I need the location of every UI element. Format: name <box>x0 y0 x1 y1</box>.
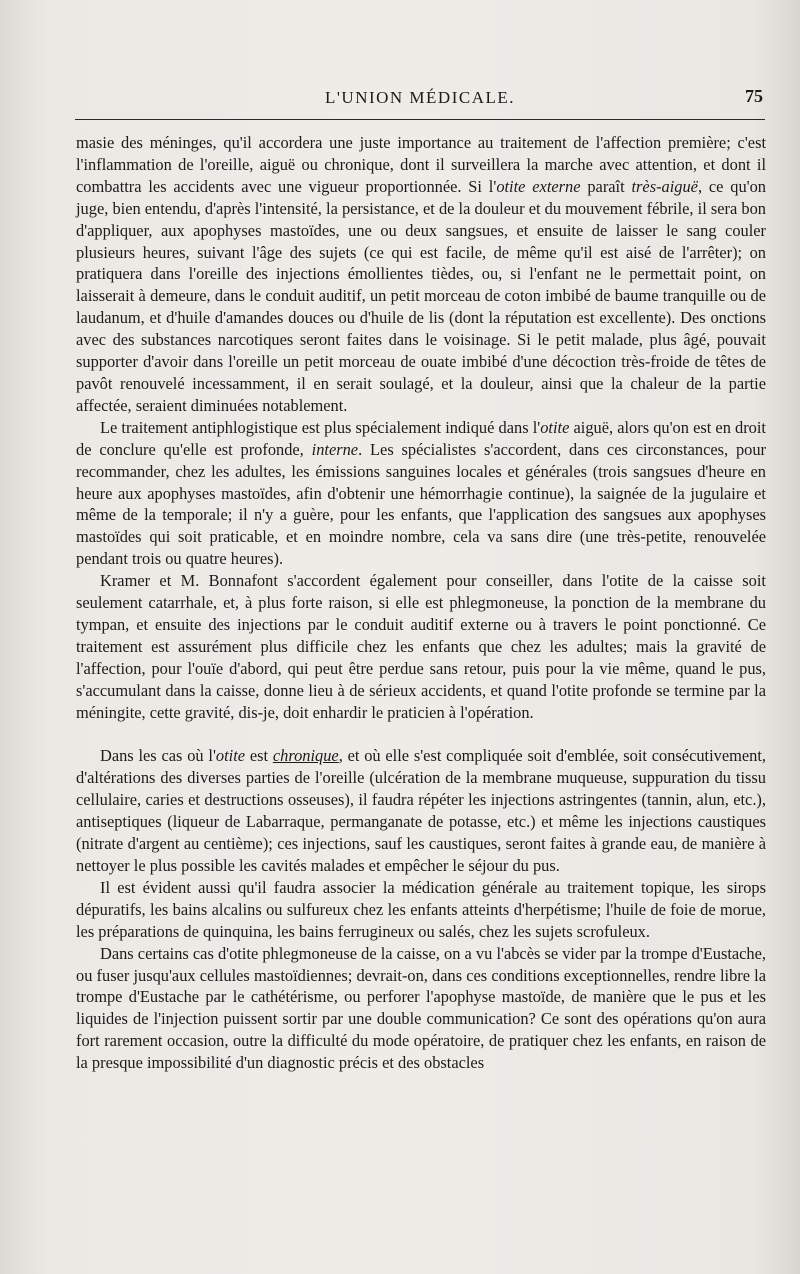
text-run: Il est évident aussi qu'il faudra associer la médication générale au traitement topique, les sirops dépuratifs, les bains alcalins ou sulfureux chez les enfants atteints d'herpétisme; l'huile de foie de morue, les préparations de quinquina, les bains ferrugineux ou salés, chez les sujets scrofuleux. <box>76 877 766 941</box>
italic-term: chronique <box>272 746 339 766</box>
text-run: Dans certains cas d'otite phlegmoneuse de la caisse, on a vu l'abcès se vider par la trompe d'Eustache, ou fuser jusqu'aux cellules mastoïdiennes; devrait-on, dans ces conditions exceptionnelles, rendre libre la trompe d'Eustache par le cathétérisme, ou perforer l'apophyse mastoïde, de manière que le pus et les liquides de l'injection puissent sortir par une double communication? Ce sont des opérations qu'on aura fort rarement occasion, outre la difficulté du mode opératoire, de pratiquer chez les enfants, en raison de la presque impossibilité d'un diagnostic précis et des obstacles <box>76 943 766 1073</box>
text-run: Dans les cas où l' <box>100 746 216 766</box>
text-run: , et où elle s'est compliquée soit d'emblée, soit consécutivement, d'altérations des diverses parties de l'oreille (ulcération de la membrane muqueuse, suppuration du tissu cellulaire, caries et destructions osseuses), il faudra répéter les injections astringentes (tannin, alun, etc.), antiseptiques (liqueur de Labarraque, permanganate de potasse, etc.) et même les injections caustiques (nitrate d'argent au centième); ces injections, sauf les caustiques, seront faites à grande eau, de manière à nettoyer le plus possible les cavités malades et empêcher le séjour du pus. <box>76 746 766 875</box>
text-run: aiguë, alors qu'on est en droit de conclure qu'elle est profonde, <box>76 417 766 459</box>
text-run: , ce qu'on juge, bien entendu, d'après l'intensité, la persistance, et de la douleur et du mouvement fébrile, il sera bon d'appliquer, aux apophyses mastoïdes, une ou deux sangsues, et ensuite de laisser le sang couler plusieurs heures, suivant l'âge des sujets (ce qui est facile, de même qu'il est aisé de l'arrêter); on pratiquera dans l'oreille des injections émollientes tièdes, ou, si l'enfant ne le permettait point, on laisserait à demeure, dans le conduit auditif, un petit morceau de coton imbibé de baume tranquille ou de laudanum, et d'huile d'amandes douces ou d'huile de lis (dont la réputation est excellente). Des onctions avec des substances narcotiques seront faites dans le voisinage. Si le petit malade, plus âgé, pouvait supporter d'avoir dans l'oreille un petit morceau de ouate imbibé d'une décoction très-froide de têtes de pavôt renouvelé incessamment, il en serait soulagé, et la douleur, ainsi que la chaleur de la partie affectée, seraient diminuées notablement. <box>76 176 766 415</box>
italic-term: interne <box>311 439 359 459</box>
paragraph <box>76 417 766 570</box>
page-number: 75 <box>745 86 763 106</box>
italic-term: otite <box>540 417 570 437</box>
paragraph <box>76 745 766 876</box>
paragraph <box>76 570 766 723</box>
running-title: L'UNION MÉDICALE. <box>324 88 516 107</box>
italic-term: otite externe <box>496 176 581 196</box>
body-text <box>76 132 766 1074</box>
text-run: Kramer et M. Bonnafont s'accordent également pour conseiller, dans l'otite de la caisse soit seulement catarrhale, et, à plus forte raison, si elle est phlegmoneuse, la ponction de la membrane du tympan, et ensuite des injections par le conduit auditif externe ou à travers le point ponctionné. Ce traitement est assurément plus difficile chez les enfants que chez les adultes; mais la gravité de l'affection, pour l'ouïe d'abord, qui peut être perdue sans retour, puis pour la vie même, quand le pus, s'accumulant dans la caisse, donne lieu à de sérieux accidents, et quand l'otite profonde se termine par la méningite, cette gravité, dis-je, doit enhardir le praticien à l'opération. <box>76 571 766 722</box>
paragraph <box>76 132 766 417</box>
paragraph <box>76 877 766 943</box>
header-rule <box>75 119 765 120</box>
page-header <box>75 86 765 112</box>
text-run: Le traitement antiphlogistique est plus spécialement indiqué dans l' <box>100 417 541 437</box>
text-run: paraît <box>580 176 632 196</box>
text-run: . Les spécialistes s'accordent, dans ces circonstances, pour recommander, chez les adultes, les émissions sanguines locales et générales (trois sangsues d'heure en heure aux apophyses mastoïdes, afin d'obtenir une hémorrhagie continue), la saignée de la jugulaire et même de la temporale; il n'y a guère, pour les enfants, que l'application des sangsues aux apophyses mastoïdes qui soit praticable, et en moindre nombre, cela va sans dire (une très-petite, renouvelée pendant trois ou quatre heures). <box>76 439 766 569</box>
text-run: masie des méninges, qu'il accordera une juste importance au traitement de l'affection première; c'est l'inflammation de l'oreille, aiguë ou chronique, dont il surveillera la marche avec attention, et dont il combattra les accidents avec une vigueur proportionnée. Si l' <box>76 133 766 196</box>
paragraph <box>76 943 766 1074</box>
italic-term: très-aiguë <box>631 176 698 196</box>
text-run: est <box>245 746 273 766</box>
italic-term: otite <box>215 746 246 766</box>
